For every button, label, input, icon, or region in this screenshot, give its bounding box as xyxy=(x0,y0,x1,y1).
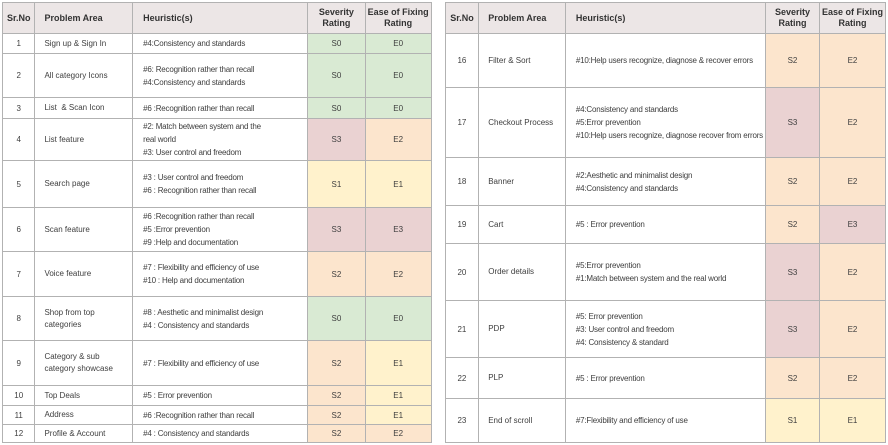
header-line: Rating xyxy=(838,18,867,28)
severity-rating-cell: S2 xyxy=(308,406,366,425)
heuristic-line: #2: Match between system and the xyxy=(143,122,261,131)
severity-rating-cell: S0 xyxy=(308,297,366,341)
heuristics-cell xyxy=(133,161,308,208)
header-line: Severity xyxy=(318,7,354,17)
ease-rating-cell: E3 xyxy=(365,208,431,252)
ease-rating-cell: E1 xyxy=(365,406,431,425)
heuristic-line: #6 : Recognition rather than recall xyxy=(143,186,257,195)
heuristic-line: #5 : Error prevention xyxy=(575,220,645,229)
srno-cell: 10 xyxy=(3,386,35,406)
table-row xyxy=(445,34,885,88)
problem-area-cell: Scan feature xyxy=(35,208,133,252)
problem-area-cell: PDP xyxy=(479,301,566,358)
heuristic-line: #1:Match between system and the real world xyxy=(575,274,727,283)
header-line: Rating xyxy=(778,18,807,28)
severity-rating-cell: S0 xyxy=(308,54,366,98)
severity-rating-cell: S2 xyxy=(765,34,819,88)
header-line: Severity xyxy=(774,7,810,17)
column-header-srno: Sr.No xyxy=(445,3,479,34)
severity-rating-cell: S2 xyxy=(308,341,366,386)
evaluation-table-right xyxy=(445,2,886,443)
severity-rating-cell: S3 xyxy=(308,208,366,252)
column-header-heuristics: Heuristic(s) xyxy=(133,3,308,34)
heuristic-line: #7 : Flexibility and efficiency of use xyxy=(143,263,260,272)
heuristic-line: #4:Consistency and standards xyxy=(575,105,678,114)
table-row xyxy=(3,161,432,208)
column-header-ease-of-fixing xyxy=(819,3,885,34)
srno-cell: 12 xyxy=(3,425,35,443)
severity-rating-cell: S0 xyxy=(308,34,366,54)
table-header xyxy=(3,3,432,34)
srno-cell: 3 xyxy=(3,98,35,119)
srno-cell: 20 xyxy=(445,244,479,301)
ease-rating-cell: E2 xyxy=(365,119,431,161)
heuristic-line: real world xyxy=(143,135,176,144)
column-header-severity xyxy=(765,3,819,34)
srno-cell: 8 xyxy=(3,297,35,341)
evaluation-table-left xyxy=(2,2,432,443)
heuristic-line: #9 :Help and documentation xyxy=(143,238,239,247)
srno-cell: 11 xyxy=(3,406,35,425)
heuristic-line: #6 :Recognition rather than recall xyxy=(143,103,255,113)
severity-rating-cell: S3 xyxy=(308,119,366,161)
ease-rating-cell: E2 xyxy=(819,358,885,399)
problem-area-cell: Address xyxy=(35,406,133,425)
problem-area-cell: Shop from top categories xyxy=(35,297,133,341)
problem-area-cell: Sign up & Sign In xyxy=(35,34,133,54)
srno-cell: 4 xyxy=(3,119,35,161)
heuristic-line: #5: Error prevention xyxy=(575,311,643,321)
table-row xyxy=(445,158,885,206)
srno-cell: 18 xyxy=(445,158,479,206)
heuristics-cell xyxy=(565,158,765,206)
heuristic-line: #4:Consistency and standards xyxy=(575,183,678,193)
table-row xyxy=(3,98,432,119)
ease-rating-cell: E0 xyxy=(365,34,431,54)
ease-rating-cell: E2 xyxy=(819,88,885,158)
header-line: Ease of Fixing xyxy=(367,7,429,17)
heuristic-line: #5 :Error prevention xyxy=(143,225,210,234)
heuristic-line: #10 : Help and documentation xyxy=(143,276,245,285)
heuristic-line: #8 : Aesthetic and minimalist design xyxy=(143,307,264,317)
column-header-problem-area: Problem Area xyxy=(35,3,133,34)
severity-rating-cell: S1 xyxy=(765,399,819,443)
ease-rating-cell: E1 xyxy=(365,341,431,386)
table-header xyxy=(445,3,885,34)
srno-cell: 5 xyxy=(3,161,35,208)
header-line: Rating xyxy=(384,18,413,28)
table-row xyxy=(445,206,885,244)
heuristics-cell xyxy=(565,301,765,358)
table-row xyxy=(3,54,432,98)
table-row xyxy=(3,406,432,425)
severity-rating-cell: S2 xyxy=(308,386,366,406)
heuristic-line: #4 : Consistency and standards xyxy=(143,429,250,438)
table-row xyxy=(3,252,432,297)
problem-area-cell: Banner xyxy=(479,158,566,206)
ease-rating-cell: E0 xyxy=(365,297,431,341)
severity-rating-cell: S2 xyxy=(308,425,366,443)
severity-rating-cell: S3 xyxy=(765,88,819,158)
column-header-ease-of-fixing xyxy=(365,3,431,34)
heuristics-cell xyxy=(565,244,765,301)
srno-cell: 22 xyxy=(445,358,479,399)
column-header-severity xyxy=(308,3,366,34)
heuristic-line: #10:Help users recognize, diagnose & recover errors xyxy=(575,56,753,65)
problem-area-cell: Category & sub category showcase xyxy=(35,341,133,386)
problem-area-cell: List & Scan Icon xyxy=(35,98,133,119)
column-header-heuristics: Heuristic(s) xyxy=(565,3,765,34)
table-row xyxy=(445,399,885,443)
heuristic-line: #4: Consistency & standard xyxy=(575,337,669,347)
problem-area-cell: Search page xyxy=(35,161,133,208)
srno-cell: 17 xyxy=(445,88,479,158)
severity-rating-cell: S2 xyxy=(765,158,819,206)
ease-rating-cell: E2 xyxy=(819,34,885,88)
heuristics-cell xyxy=(565,358,765,399)
ease-rating-cell: E1 xyxy=(365,161,431,208)
severity-rating-cell: S2 xyxy=(765,206,819,244)
heuristics-cell xyxy=(133,252,308,297)
table-row xyxy=(3,208,432,252)
heuristics-cell xyxy=(565,88,765,158)
heuristics-cell xyxy=(133,98,308,119)
problem-area-cell: All category Icons xyxy=(35,54,133,98)
header-row xyxy=(445,3,885,34)
heuristics-cell xyxy=(133,54,308,98)
srno-cell: 7 xyxy=(3,252,35,297)
ease-rating-cell: E0 xyxy=(365,98,431,119)
heuristic-line: #5 : Error prevention xyxy=(575,373,645,383)
srno-cell: 21 xyxy=(445,301,479,358)
heuristic-line: #4:Consistency and standards xyxy=(143,39,246,48)
severity-rating-cell: S3 xyxy=(765,244,819,301)
table-row xyxy=(445,358,885,399)
problem-area-cell: Filter & Sort xyxy=(479,34,566,88)
table-row xyxy=(3,425,432,443)
column-header-problem-area: Problem Area xyxy=(479,3,566,34)
heuristics-cell xyxy=(133,425,308,443)
heuristics-cell xyxy=(133,208,308,252)
problem-area-cell: Checkout Process xyxy=(479,88,566,158)
heuristic-line: #10:Help users recognize, diagnose recover from errors xyxy=(575,131,763,140)
header-row xyxy=(3,3,432,34)
problem-area-cell: Top Deals xyxy=(35,386,133,406)
heuristic-line: #7:Flexibility and efficiency of use xyxy=(575,416,688,425)
header-line: Ease of Fixing xyxy=(821,7,883,17)
severity-rating-cell: S2 xyxy=(308,252,366,297)
table-body xyxy=(3,34,432,443)
srno-cell: 9 xyxy=(3,341,35,386)
problem-area-cell: PLP xyxy=(479,358,566,399)
ease-rating-cell: E2 xyxy=(365,425,431,443)
ease-rating-cell: E2 xyxy=(819,244,885,301)
heuristic-line: #6 :Recognition rather than recall xyxy=(143,410,255,420)
problem-area-cell: Profile & Account xyxy=(35,425,133,443)
table-row xyxy=(445,301,885,358)
problem-area-cell: List feature xyxy=(35,119,133,161)
heuristics-cell xyxy=(133,297,308,341)
ease-rating-cell: E1 xyxy=(819,399,885,443)
heuristics-cell xyxy=(565,206,765,244)
heuristic-line: #6 :Recognition rather than recall xyxy=(143,212,255,221)
heuristic-line: #3: User control and freedom xyxy=(143,148,242,157)
heuristic-line: #7 : Flexibility and efficiency of use xyxy=(143,358,260,368)
heuristic-line: #6: Recognition rather than recall xyxy=(143,64,255,74)
problem-area-cell: Voice feature xyxy=(35,252,133,297)
heuristic-line: #5 : Error prevention xyxy=(143,391,212,400)
srno-cell: 16 xyxy=(445,34,479,88)
srno-cell: 6 xyxy=(3,208,35,252)
table-body xyxy=(445,34,885,443)
heuristics-cell xyxy=(133,406,308,425)
srno-cell: 1 xyxy=(3,34,35,54)
severity-rating-cell: S2 xyxy=(765,358,819,399)
table-row xyxy=(445,244,885,301)
heuristics-cell xyxy=(133,386,308,406)
heuristic-line: #2:Aesthetic and minimalist design xyxy=(575,170,693,180)
problem-area-cell: End of scroll xyxy=(479,399,566,443)
table-row xyxy=(3,386,432,406)
severity-rating-cell: S3 xyxy=(765,301,819,358)
ease-rating-cell: E0 xyxy=(365,54,431,98)
severity-rating-cell: S1 xyxy=(308,161,366,208)
heuristic-line: #5:Error prevention xyxy=(575,118,641,127)
table-row xyxy=(445,88,885,158)
heuristics-cell xyxy=(133,34,308,54)
column-header-srno: Sr.No xyxy=(3,3,35,34)
heuristic-line: #3: User control and freedom xyxy=(575,324,674,334)
srno-cell: 19 xyxy=(445,206,479,244)
problem-area-cell: Cart xyxy=(479,206,566,244)
table-row xyxy=(3,34,432,54)
table-row xyxy=(3,341,432,386)
heuristics-cell xyxy=(133,341,308,386)
ease-rating-cell: E2 xyxy=(365,252,431,297)
table-row xyxy=(3,119,432,161)
ease-rating-cell: E1 xyxy=(365,386,431,406)
ease-rating-cell: E2 xyxy=(819,301,885,358)
srno-cell: 23 xyxy=(445,399,479,443)
heuristics-cell xyxy=(565,34,765,88)
severity-rating-cell: S0 xyxy=(308,98,366,119)
heuristic-line: #3 : User control and freedom xyxy=(143,173,244,182)
problem-area-cell: Order details xyxy=(479,244,566,301)
heuristics-cell xyxy=(133,119,308,161)
ease-rating-cell: E2 xyxy=(819,158,885,206)
header-line: Rating xyxy=(322,18,351,28)
heuristic-line: #5:Error prevention xyxy=(575,261,641,270)
heuristic-line: #4:Consistency and standards xyxy=(143,77,246,87)
table-row xyxy=(3,297,432,341)
heuristics-cell xyxy=(565,399,765,443)
ease-rating-cell: E3 xyxy=(819,206,885,244)
srno-cell: 2 xyxy=(3,54,35,98)
heuristic-line: #4 : Consistency and standards xyxy=(143,320,250,330)
